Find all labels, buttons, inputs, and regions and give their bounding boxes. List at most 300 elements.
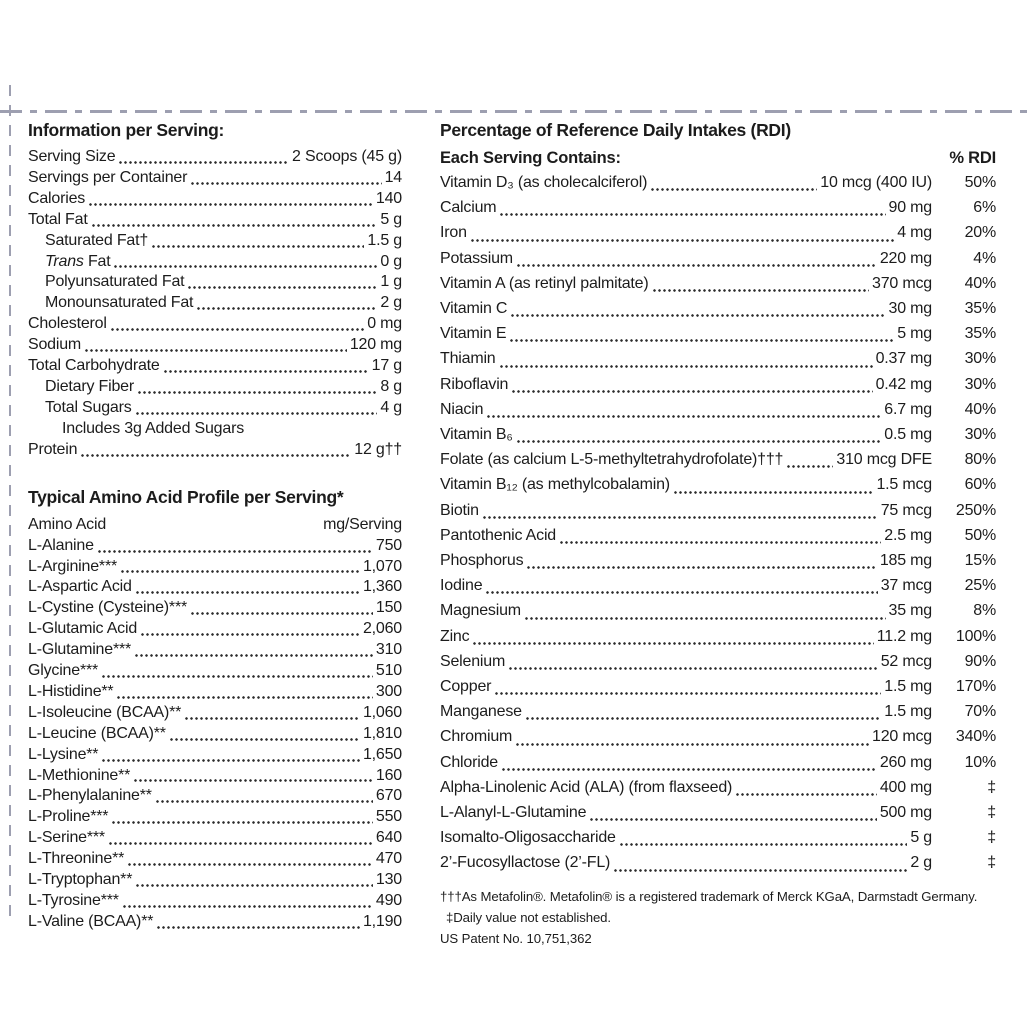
dotted-leader: [494, 692, 881, 695]
nutrition-facts-list: [28, 147, 402, 461]
nutrient-row: [28, 807, 402, 828]
nutrient-row: [28, 189, 402, 210]
nutrient-label: Polyunsaturated Fat: [45, 273, 185, 291]
dotted-leader: [482, 516, 878, 519]
horizontal-crop-mark: [0, 110, 1028, 113]
nutrient-amount: 510: [375, 662, 402, 680]
nutrient-amount: 550: [375, 808, 402, 826]
dotted-leader: [84, 349, 347, 352]
nutrient-amount: 310 mcg DFE: [836, 451, 932, 469]
nutrient-amount: 1.5 mg: [884, 678, 932, 696]
nutrient-amount: 14: [384, 168, 402, 186]
dotted-leader: [589, 818, 877, 821]
nutrient-amount: 300: [375, 682, 402, 700]
dotted-leader: [486, 415, 881, 418]
nutrient-amount: 12 g††: [354, 440, 402, 458]
rdi-nutrient-row: [440, 246, 996, 271]
nutrient-amount: 1 g: [380, 273, 402, 291]
nutrient-label: L-Alanine: [28, 536, 94, 554]
rdi-nutrient-row: [440, 346, 996, 371]
dotted-leader: [613, 869, 907, 872]
nutrient-amount: 30 mg: [888, 300, 932, 318]
nutrient-amount: 0.37 mg: [875, 350, 932, 368]
rdi-percentage: ‡: [987, 778, 996, 796]
nutrient-amount: 17 g: [371, 357, 402, 375]
nutrient-row: [28, 377, 402, 398]
nutrient-label: Copper: [440, 678, 492, 696]
nutrient-row: [28, 619, 402, 640]
nutrient-amount: 1,070: [362, 557, 402, 575]
nutrient-amount: 0.5 mg: [884, 426, 932, 444]
rdi-nutrient-row: [440, 170, 996, 195]
footnote: US Patent No. 10,751,362: [440, 930, 592, 946]
rdi-percentage: 250%: [955, 501, 996, 519]
nutrient-label: Thiamin: [440, 350, 496, 368]
dotted-leader: [88, 203, 373, 206]
rdi-percentage: 4%: [973, 249, 996, 267]
nutrient-amount: 0 g: [380, 252, 402, 270]
nutrient-label: L-Lysine**: [28, 745, 99, 763]
nutrient-label: L-Proline***: [28, 808, 109, 826]
rdi-col-label: % RDI: [949, 149, 996, 167]
dotted-leader: [472, 642, 873, 645]
rdi-percentage: 40%: [964, 400, 996, 418]
dotted-leader: [470, 239, 894, 242]
dotted-leader: [101, 675, 373, 678]
nutrient-label: Total Fat: [28, 210, 88, 228]
dotted-leader: [169, 738, 360, 741]
dotted-leader: [525, 717, 881, 720]
nutrient-label: Magnesium: [440, 602, 521, 620]
nutrient-amount: 1.5 g: [367, 231, 402, 249]
rdi-nutrient-row: [440, 624, 996, 649]
nutrient-amount: 500 mg: [879, 804, 932, 822]
nutrient-amount: 11.2 mg: [876, 627, 932, 645]
nutrient-label: Niacin: [440, 400, 484, 418]
nutrient-amount: 52 mcg: [880, 652, 932, 670]
nutrient-amount: 220 mg: [879, 249, 932, 267]
rdi-nutrient-main: [440, 598, 932, 623]
rdi-percentage: 15%: [964, 552, 996, 570]
rdi-percentage: 50%: [964, 174, 996, 191]
rdi-nutrient-main: [440, 523, 932, 548]
dotted-leader: [652, 289, 870, 292]
dotted-leader: [735, 793, 877, 796]
nutrient-label: Manganese: [440, 703, 522, 721]
nutrient-label: Folate (as calcium L-5-methyltetrahydrofolate)†††: [440, 451, 784, 469]
rdi-percentage: 10%: [964, 753, 996, 771]
nutrient-amount: 2 Scoops (45 g): [292, 148, 402, 165]
nutrient-label: L-Cystine (Cysteine)***: [28, 599, 188, 617]
dotted-leader: [120, 570, 360, 573]
dotted-leader: [110, 328, 364, 331]
nutrient-label: Vitamin C: [440, 300, 508, 318]
dotted-leader: [101, 759, 360, 762]
rdi-nutrient-row: [440, 724, 996, 749]
rdi-nutrient-row: [440, 372, 996, 397]
nutrient-amount: 120 mg: [349, 336, 402, 354]
nutrient-amount: 0.42 mg: [875, 375, 932, 393]
nutrient-label: Servings per Container: [28, 168, 188, 186]
nutrient-amount: 1.5 mcg: [876, 476, 932, 494]
rdi-nutrient-row: [440, 271, 996, 296]
rdi-nutrient-main: [440, 800, 932, 825]
dotted-leader: [196, 307, 377, 310]
dotted-leader: [515, 743, 869, 746]
nutrient-label: Selenium: [440, 652, 506, 670]
rdi-nutrient-main: [440, 699, 932, 724]
rdi-nutrient-main: [440, 573, 932, 598]
rdi-nutrient-main: [440, 170, 932, 195]
vertical-crop-mark: [9, 85, 11, 923]
dotted-leader: [111, 821, 373, 824]
dotted-leader: [97, 550, 373, 553]
nutrient-amount: 5 mg: [897, 325, 932, 343]
nutrient-label: Riboflavin: [440, 375, 509, 393]
nutrient-label: Vitamin D₃ (as cholecalciferol): [440, 174, 648, 191]
rdi-nutrient-main: [440, 850, 932, 875]
rdi-nutrient-row: [440, 825, 996, 850]
rdi-nutrient-row: [440, 397, 996, 422]
nutrient-label: Monounsaturated Fat: [45, 294, 194, 312]
nutrient-amount: 310: [375, 641, 402, 659]
nutrient-row: [28, 210, 402, 231]
rdi-nutrient-row: [440, 674, 996, 699]
rdi-nutrient-row: [440, 195, 996, 220]
info-section-title: Information per Serving:: [28, 120, 225, 140]
nutrient-label: Chromium: [440, 728, 513, 746]
nutrient-label: Chloride: [440, 753, 498, 771]
rdi-nutrient-row: [440, 523, 996, 548]
nutrient-row: [28, 640, 402, 661]
nutrient-row: [28, 398, 402, 419]
rdi-nutrient-main: [440, 321, 932, 346]
nutrient-amount: 120 mcg: [872, 728, 932, 746]
rdi-nutrient-main: [440, 397, 932, 422]
nutrient-label: Iron: [440, 224, 467, 242]
nutrient-amount: 1,650: [362, 745, 402, 763]
rdi-nutrient-main: [440, 246, 932, 271]
nutrient-amount: 130: [375, 871, 402, 889]
nutrient-amount: 90 mg: [888, 199, 932, 217]
nutrient-row: [28, 231, 402, 252]
nutrient-label: L-Isoleucine (BCAA)**: [28, 703, 182, 721]
nutrient-amount: 670: [375, 787, 402, 805]
dotted-leader: [113, 265, 377, 268]
dotted-leader: [140, 633, 360, 636]
dotted-leader: [151, 245, 364, 248]
nutrient-label: L-Histidine**: [28, 682, 114, 700]
dotted-leader: [163, 370, 369, 373]
dotted-leader: [673, 491, 874, 494]
nutrient-amount: 5 g: [910, 829, 932, 847]
nutrient-label: Iodine: [440, 577, 483, 595]
rdi-column-headers: [440, 147, 996, 169]
nutrient-label: L-Threonine**: [28, 850, 125, 868]
dotted-leader: [135, 884, 373, 887]
nutrient-label: L-Alanyl-L-Glutamine: [440, 804, 587, 822]
rdi-nutrient-row: [440, 573, 996, 598]
nutrient-label: L-Arginine***: [28, 557, 118, 575]
dotted-leader: [524, 617, 886, 620]
nutrient-row: [28, 419, 402, 440]
rdi-nutrient-main: [440, 624, 932, 649]
rdi-nutrient-main: [440, 296, 932, 321]
dotted-leader: [133, 779, 373, 782]
nutrient-row: [28, 724, 402, 745]
nutrient-amount: 400 mg: [879, 778, 932, 796]
dotted-leader: [190, 182, 381, 185]
dotted-leader: [501, 768, 877, 771]
nutrient-label: Vitamin B₁₂ (as methylcobalamin): [440, 476, 670, 494]
nutrient-label: Dietary Fiber: [45, 377, 134, 395]
nutrient-amount: 140: [375, 189, 402, 207]
rdi-nutrient-row: [440, 699, 996, 724]
nutrient-amount: 640: [375, 829, 402, 847]
rdi-nutrient-main: [440, 422, 932, 447]
nutrient-row: [28, 786, 402, 807]
rdi-percentage: 25%: [964, 577, 996, 595]
rdi-percentage: 40%: [964, 274, 996, 292]
rdi-nutrient-main: [440, 775, 932, 800]
dotted-leader: [559, 541, 881, 544]
dotted-leader: [509, 339, 894, 342]
information-per-serving-section: [28, 120, 402, 933]
dotted-leader: [499, 213, 885, 216]
amino-col-value: mg/Serving: [323, 515, 402, 533]
nutrient-label: 2’-Fucosyllactose (2’-FL): [440, 854, 611, 872]
nutrient-amount: 1,810: [362, 724, 402, 742]
dotted-leader: [122, 905, 373, 908]
dotted-leader: [650, 188, 817, 191]
nutrient-row: [28, 598, 402, 619]
rdi-nutrient-row: [440, 649, 996, 674]
nutrient-row: [28, 440, 402, 461]
nutrient-label: Potassium: [440, 249, 513, 267]
nutrient-row: [28, 293, 402, 314]
nutrient-label: Phosphorus: [440, 552, 524, 570]
nutrient-row: [28, 335, 402, 356]
nutrient-label: L-Tyrosine***: [28, 892, 119, 909]
nutrient-label: Includes 3g Added Sugars: [62, 419, 245, 437]
nutrient-label: L-Leucine (BCAA)**: [28, 724, 166, 742]
nutrient-amount: 1,190: [362, 912, 402, 930]
dotted-leader: [516, 440, 882, 443]
nutrient-amount: 10 mcg (400 IU): [820, 174, 932, 191]
rdi-nutrient-main: [440, 649, 932, 674]
nutrient-label: Isomalto-Oligosaccharide: [440, 829, 616, 847]
nutrient-label: Saturated Fat†: [45, 231, 149, 249]
amino-col-label: Amino Acid: [28, 515, 107, 533]
rdi-percentage: 8%: [973, 602, 996, 620]
rdi-nutrient-row: [440, 775, 996, 800]
nutrient-label: Vitamin A (as retinyl palmitate): [440, 274, 649, 292]
rdi-percentage: 340%: [955, 728, 996, 746]
rdi-nutrient-main: [440, 346, 932, 371]
nutrient-amount: 150: [375, 599, 402, 617]
dotted-leader: [526, 566, 876, 569]
rdi-nutrient-main: [440, 447, 932, 472]
nutrient-label: Calories: [28, 189, 86, 207]
nutrient-row: [28, 272, 402, 293]
dotted-leader: [510, 314, 885, 317]
nutrient-label: Trans Fat: [45, 252, 111, 270]
nutrient-amount: 1,060: [362, 703, 402, 721]
amino-column-headers: [28, 514, 402, 536]
rdi-nutrient-main: [440, 271, 932, 296]
rdi-nutrient-main: [440, 548, 932, 573]
nutrient-label: Protein: [28, 440, 78, 458]
nutrient-label: L-Glutamic Acid: [28, 620, 138, 638]
nutrient-label: Cholesterol: [28, 315, 107, 333]
nutrient-row: [28, 891, 402, 912]
nutrient-row: [28, 766, 402, 787]
footnote: †††As Metafolin®. Metafolin® is a registered trademark of Merck KGaA, Darmstadt Germany.: [440, 888, 978, 904]
nutrient-amount: 5 g: [380, 210, 402, 228]
nutrient-row: [28, 849, 402, 870]
rdi-percentage: 100%: [955, 627, 996, 645]
rdi-nutrient-row: [440, 800, 996, 825]
dotted-leader: [619, 843, 908, 846]
nutrient-label: Pantothenic Acid: [440, 526, 556, 544]
rdi-section: [440, 120, 996, 949]
rdi-percentage: 170%: [955, 678, 996, 696]
nutrient-label: Alpha-Linolenic Acid (ALA) (from flaxseed): [440, 778, 733, 796]
rdi-nutrient-row: [440, 498, 996, 523]
rdi-nutrient-row: [440, 447, 996, 472]
rdi-percentage: ‡: [987, 804, 996, 822]
rdi-percentage: 35%: [964, 300, 996, 318]
dotted-leader: [508, 667, 878, 670]
nutrient-amount: 75 mcg: [880, 501, 932, 519]
rdi-nutrient-main: [440, 498, 932, 523]
nutrient-amount: 185 mg: [879, 552, 932, 570]
nutrient-label: L-Phenylalanine**: [28, 787, 152, 805]
rdi-percentage: 80%: [964, 451, 996, 469]
rdi-percentage: 30%: [964, 426, 996, 444]
rdi-nutrient-main: [440, 674, 932, 699]
nutrient-label: Calcium: [440, 199, 497, 217]
dotted-leader: [91, 224, 378, 227]
rdi-percentage: 6%: [973, 199, 996, 217]
rdi-nutrient-main: [440, 750, 932, 775]
rdi-section-title: Percentage of Reference Daily Intakes (RDI): [440, 120, 791, 140]
nutrient-amount: 37 mcg: [880, 577, 932, 595]
dotted-leader: [116, 696, 372, 699]
nutrient-row: [28, 870, 402, 891]
dotted-leader: [516, 264, 877, 267]
rdi-nutrient-main: [440, 825, 932, 850]
nutrient-row: [28, 661, 402, 682]
rdi-nutrient-row: [440, 296, 996, 321]
nutrient-amount: 490: [375, 892, 402, 909]
nutrient-label: Biotin: [440, 501, 479, 519]
dotted-leader: [156, 926, 360, 929]
dotted-leader: [511, 390, 872, 393]
dotted-leader: [485, 591, 877, 594]
dotted-leader: [137, 391, 377, 394]
dotted-leader: [135, 591, 360, 594]
rdi-nutrient-main: [440, 195, 932, 220]
rdi-nutrient-row: [440, 598, 996, 623]
dotted-leader: [190, 612, 373, 615]
rdi-percentage: 60%: [964, 476, 996, 494]
nutrient-row: [28, 314, 402, 335]
rdi-percentage: 20%: [964, 224, 996, 242]
rdi-nutrient-list: [440, 170, 996, 876]
nutrient-row: [28, 745, 402, 766]
nutrient-label: Glycine***: [28, 662, 99, 680]
nutrient-label: Sodium: [28, 336, 82, 354]
nutrient-amount: 2 g: [380, 294, 402, 312]
nutrient-label: L-Aspartic Acid: [28, 578, 132, 596]
nutrient-label: L-Tryptophan**: [28, 871, 133, 889]
dotted-leader: [786, 465, 833, 468]
nutrient-label: Total Carbohydrate: [28, 357, 160, 375]
rdi-nutrient-row: [440, 472, 996, 497]
nutrient-amount: 1.5 mg: [884, 703, 932, 721]
nutrient-amount: 2,060: [362, 620, 402, 638]
rdi-subheader: Each Serving Contains:: [440, 149, 621, 167]
nutrient-row: [28, 147, 402, 168]
nutrient-row: [28, 252, 402, 273]
rdi-nutrient-row: [440, 750, 996, 775]
rdi-nutrient-row: [440, 548, 996, 573]
dotted-leader: [127, 863, 373, 866]
rdi-nutrient-row: [440, 422, 996, 447]
rdi-nutrient-row: [440, 321, 996, 346]
amino-acid-list: [28, 536, 402, 933]
nutrient-row: [28, 168, 402, 189]
nutrient-row: [28, 912, 402, 933]
nutrient-amount: 2 g: [910, 854, 932, 872]
nutrient-amount: 0 mg: [367, 315, 402, 333]
rdi-nutrient-row: [440, 220, 996, 245]
nutrient-amount: 6.7 mg: [884, 400, 932, 418]
nutrient-label: Serving Size: [28, 148, 116, 165]
nutrient-label: Vitamin B₆: [440, 426, 513, 444]
nutrient-amount: 260 mg: [879, 753, 932, 771]
rdi-percentage: 30%: [964, 350, 996, 368]
footnotes: [440, 886, 996, 949]
nutrient-row: [28, 577, 402, 598]
nutrient-label: Zinc: [440, 627, 470, 645]
rdi-nutrient-row: [440, 850, 996, 875]
nutrient-row: [28, 557, 402, 578]
rdi-percentage: 90%: [964, 652, 996, 670]
amino-section-title: Typical Amino Acid Profile per Serving*: [28, 486, 344, 507]
dotted-leader: [499, 365, 873, 368]
nutrient-row: [28, 356, 402, 377]
rdi-percentage: ‡: [987, 854, 996, 872]
dotted-leader: [80, 454, 351, 457]
dotted-leader: [184, 717, 360, 720]
nutrient-row: [28, 536, 402, 557]
nutrient-amount: 8 g: [380, 377, 402, 395]
rdi-percentage: 35%: [964, 325, 996, 343]
nutrient-label: Total Sugars: [45, 398, 132, 416]
nutrient-row: [28, 828, 402, 849]
dotted-leader: [108, 842, 373, 845]
rdi-percentage: ‡: [987, 829, 996, 847]
nutrient-amount: 470: [375, 850, 402, 868]
rdi-nutrient-main: [440, 472, 932, 497]
nutrient-label: L-Valine (BCAA)**: [28, 912, 154, 930]
nutrient-row: [28, 703, 402, 724]
nutrient-label: L-Serine***: [28, 829, 105, 847]
nutrient-amount: 160: [375, 766, 402, 784]
nutrient-label: Vitamin E: [440, 325, 507, 343]
